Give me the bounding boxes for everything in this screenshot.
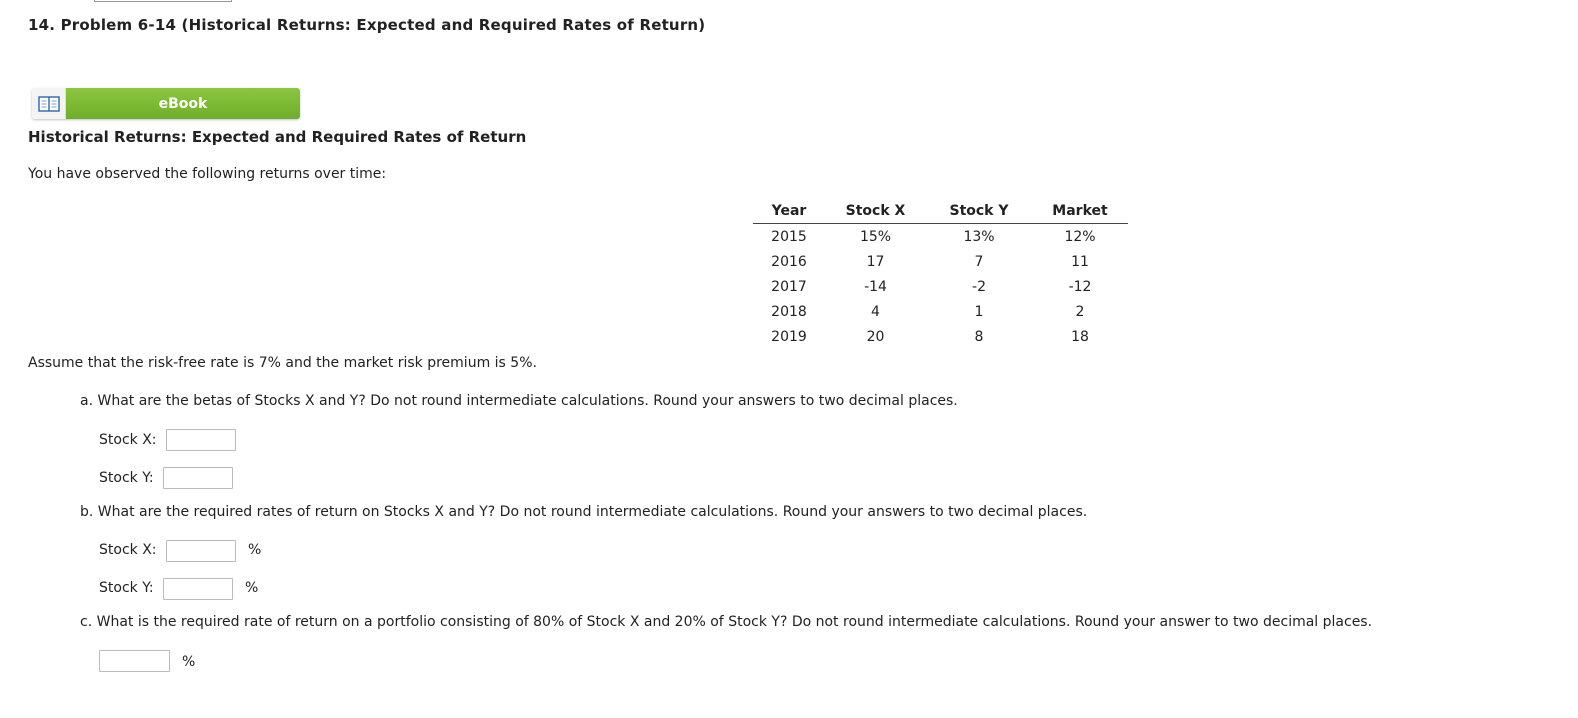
cell-stock-x: 4 <box>871 303 880 320</box>
header-year: Year <box>753 201 825 224</box>
header-stock-y: Stock Y <box>926 201 1032 224</box>
cell-stock-x: 17 <box>866 253 885 270</box>
qa-stock-y-label: Stock Y: <box>99 470 154 486</box>
previous-item-border <box>94 0 232 2</box>
header-stock-x: Stock X <box>825 201 926 224</box>
qb-stock-y-label: Stock Y: <box>99 580 154 596</box>
qa-stock-x-input[interactable] <box>166 429 236 451</box>
intro-text: You have observed the following returns over time: <box>28 166 387 182</box>
qa-stock-x-label: Stock X: <box>99 432 157 448</box>
cell-stock-y: 13% <box>963 228 995 245</box>
qc-portfolio-input[interactable] <box>99 650 170 672</box>
cell-year: 2017 <box>771 278 807 295</box>
section-heading: Historical Returns: Expected and Required Rates of Return <box>28 128 527 146</box>
qb-stock-x-input[interactable] <box>166 540 236 562</box>
qb-stock-x-label: Stock X: <box>99 542 157 558</box>
table-row <box>753 299 1128 324</box>
qc-percent: % <box>182 654 196 670</box>
qb-stock-y-percent: % <box>245 580 259 596</box>
cell-year: 2018 <box>771 303 807 320</box>
cell-stock-y: -2 <box>972 278 986 295</box>
cell-stock-y: 8 <box>974 328 984 345</box>
qa-stock-y-input[interactable] <box>163 467 233 489</box>
cell-year: 2016 <box>771 253 807 270</box>
problem-title: 14. Problem 6-14 (Historical Returns: Expected and Required Rates of Return) <box>28 16 706 34</box>
cell-stock-x: 15% <box>859 228 892 245</box>
cell-stock-x: -14 <box>864 278 887 295</box>
assumption-text: Assume that the risk-free rate is 7% and the market risk premium is 5%. <box>28 355 537 371</box>
book-icon[interactable] <box>32 88 66 119</box>
table-row <box>753 324 1128 349</box>
header-market: Market <box>1032 201 1128 224</box>
ebook-button[interactable] <box>32 88 300 119</box>
qb-stock-y-input[interactable] <box>163 578 233 600</box>
cell-market: 18 <box>1071 328 1089 345</box>
cell-stock-y: 1 <box>974 303 984 320</box>
table-row <box>753 274 1128 299</box>
table-header-row <box>753 201 1128 224</box>
question-a-text: a. What are the betas of Stocks X and Y? Do not round intermediate calculations. Round your answers to two decimal places. <box>80 393 958 409</box>
cell-year: 2019 <box>771 328 807 345</box>
cell-stock-x: 20 <box>866 328 885 345</box>
cell-year: 2015 <box>771 228 807 245</box>
qb-stock-x-percent: % <box>248 542 262 558</box>
question-c-text: c. What is the required rate of return on a portfolio consisting of 80% of Stock X and 20% of Stock Y? Do not round intermediate calculations. Round your answer to two decimal places. <box>80 614 1373 630</box>
cell-market: 2 <box>1075 303 1085 320</box>
cell-stock-y: 7 <box>974 253 984 270</box>
question-b-text: b. What are the required rates of return on Stocks X and Y? Do not round intermediate calculations. Round your answers to two decimal places. <box>80 504 1088 520</box>
cell-market: 12% <box>1064 228 1096 245</box>
cell-market: -12 <box>1068 278 1092 295</box>
ebook-label[interactable]: eBook <box>66 88 300 119</box>
table-row <box>753 224 1128 250</box>
cell-market: 11 <box>1071 253 1089 270</box>
table-row <box>753 249 1128 274</box>
returns-table <box>753 201 1128 349</box>
